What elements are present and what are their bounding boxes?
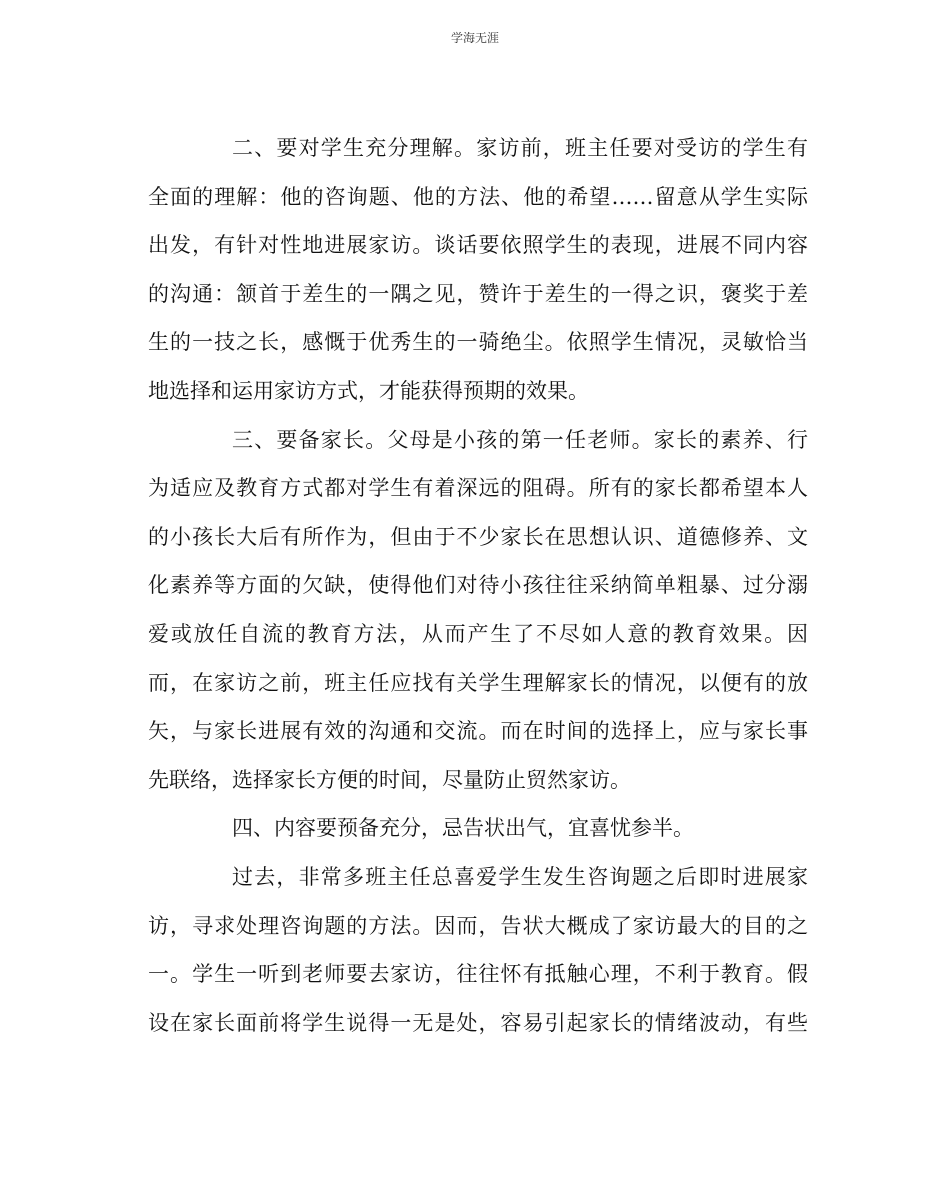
paragraph-3-line-8: 先联络，选择家长方便的时间，尽量防止贸然家访。 [148, 767, 631, 792]
document-body [148, 124, 808, 1047]
paragraph-3-line-7: 矢，与家长进展有效的沟通和交流。而在时间的选择上，应与家长事 [148, 719, 808, 744]
paragraph-3-line-3: 的小孩长大后有所作为，但由于不少家长在思想认识、道德修养、文 [148, 524, 808, 549]
paragraph-5-line-3: 一。学生一听到老师要去家访，往往怀有抵触心理，不利于教育。假 [148, 962, 808, 987]
paragraph-3-line-1: 三、要备家长。父母是小孩的第一任老师。家长的素养、行 [232, 427, 808, 452]
paragraph-2-line-2: 全面的理解：他的咨询题、他的方法、他的希望……留意从学生实际 [148, 184, 808, 209]
page-header: 学海无涯 [450, 31, 499, 45]
paragraph-3-line-4: 化素养等方面的欠缺，使得他们对待小孩往往采纳简单粗暴、过分溺 [148, 573, 808, 598]
paragraph-3-line-2: 为适应及教育方式都对学生有着深远的阻碍。所有的家长都希望本人 [148, 476, 808, 501]
paragraph-5-line-1: 过去，非常多班主任总喜爱学生发生咨询题之后即时进展家 [232, 864, 808, 889]
paragraph-2-line-1: 二、要对学生充分理解。家访前，班主任要对受访的学生有 [232, 136, 808, 160]
paragraph-2-line-3: 出发，有针对性地进展家访。谈话要依照学生的表现，进展不同内容 [148, 233, 808, 258]
paragraph-2-line-4: 的沟通：颔首于差生的一隅之见，赞许于差生的一得之识，褒奖于差 [148, 281, 808, 306]
paragraph-2-line-5: 生的一技之长，感慨于优秀生的一骑绝尘。依照学生情况，灵敏恰当 [148, 330, 808, 355]
paragraph-2-line-6: 地选择和运用家访方式，才能获得预期的效果。 [148, 378, 589, 403]
paragraph-3-line-6: 而，在家访之前，班主任应找有关学生理解家长的情况，以便有的放 [148, 670, 808, 695]
paragraph-5-line-2: 访，寻求处理咨询题的方法。因而，告状大概成了家访最大的目的之 [148, 913, 808, 938]
paragraph-4-heading: 四、内容要预备充分，忌告状出气，宜喜忧参半。 [232, 816, 694, 841]
paragraph-5-line-4: 设在家长面前将学生说得一无是处，容易引起家长的情绪波动，有些 [148, 1010, 808, 1035]
paragraph-3-line-5: 爱或放任自流的教育方法，从而产生了不尽如人意的教育效果。因 [148, 621, 808, 646]
